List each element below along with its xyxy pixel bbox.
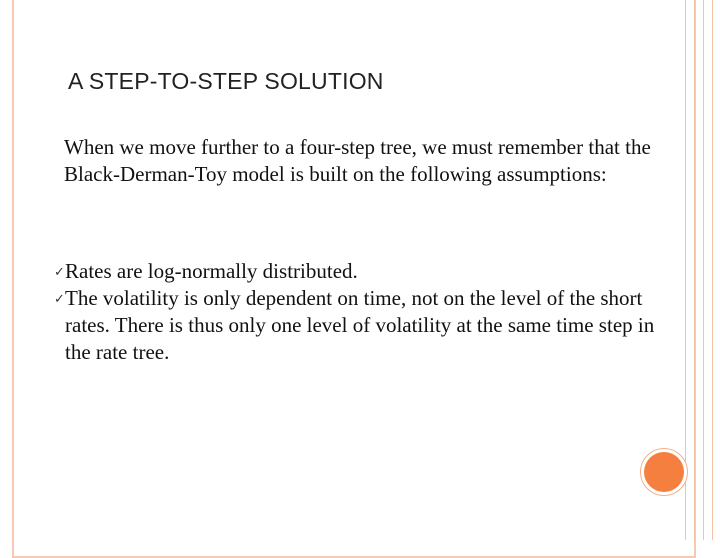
decorative-rail [703,0,704,540]
decorative-rail [712,0,713,540]
checkmark-icon: ✓ [54,264,65,279]
list-item [54,285,664,366]
checkmark-icon: ✓ [54,291,65,306]
slide-title: A STEP-TO-STEP SOLUTION [68,68,384,94]
decorative-circle-dot [644,452,684,492]
decorative-rail [685,0,686,540]
list-item [54,258,664,285]
list-item-text: The volatility is only dependent on time, not on the level of the short rates. There is thus only one level of volatility at the same time step in the rate tree. [65,286,655,364]
intro-paragraph: When we move further to a four-step tree, we must remember that the Black-Derman-Toy model is built on the following assumptions: [64,135,651,186]
list-item-text: Rates are log-normally distributed. [65,259,358,283]
decorative-rail [694,0,695,540]
assumptions-list [54,258,664,366]
